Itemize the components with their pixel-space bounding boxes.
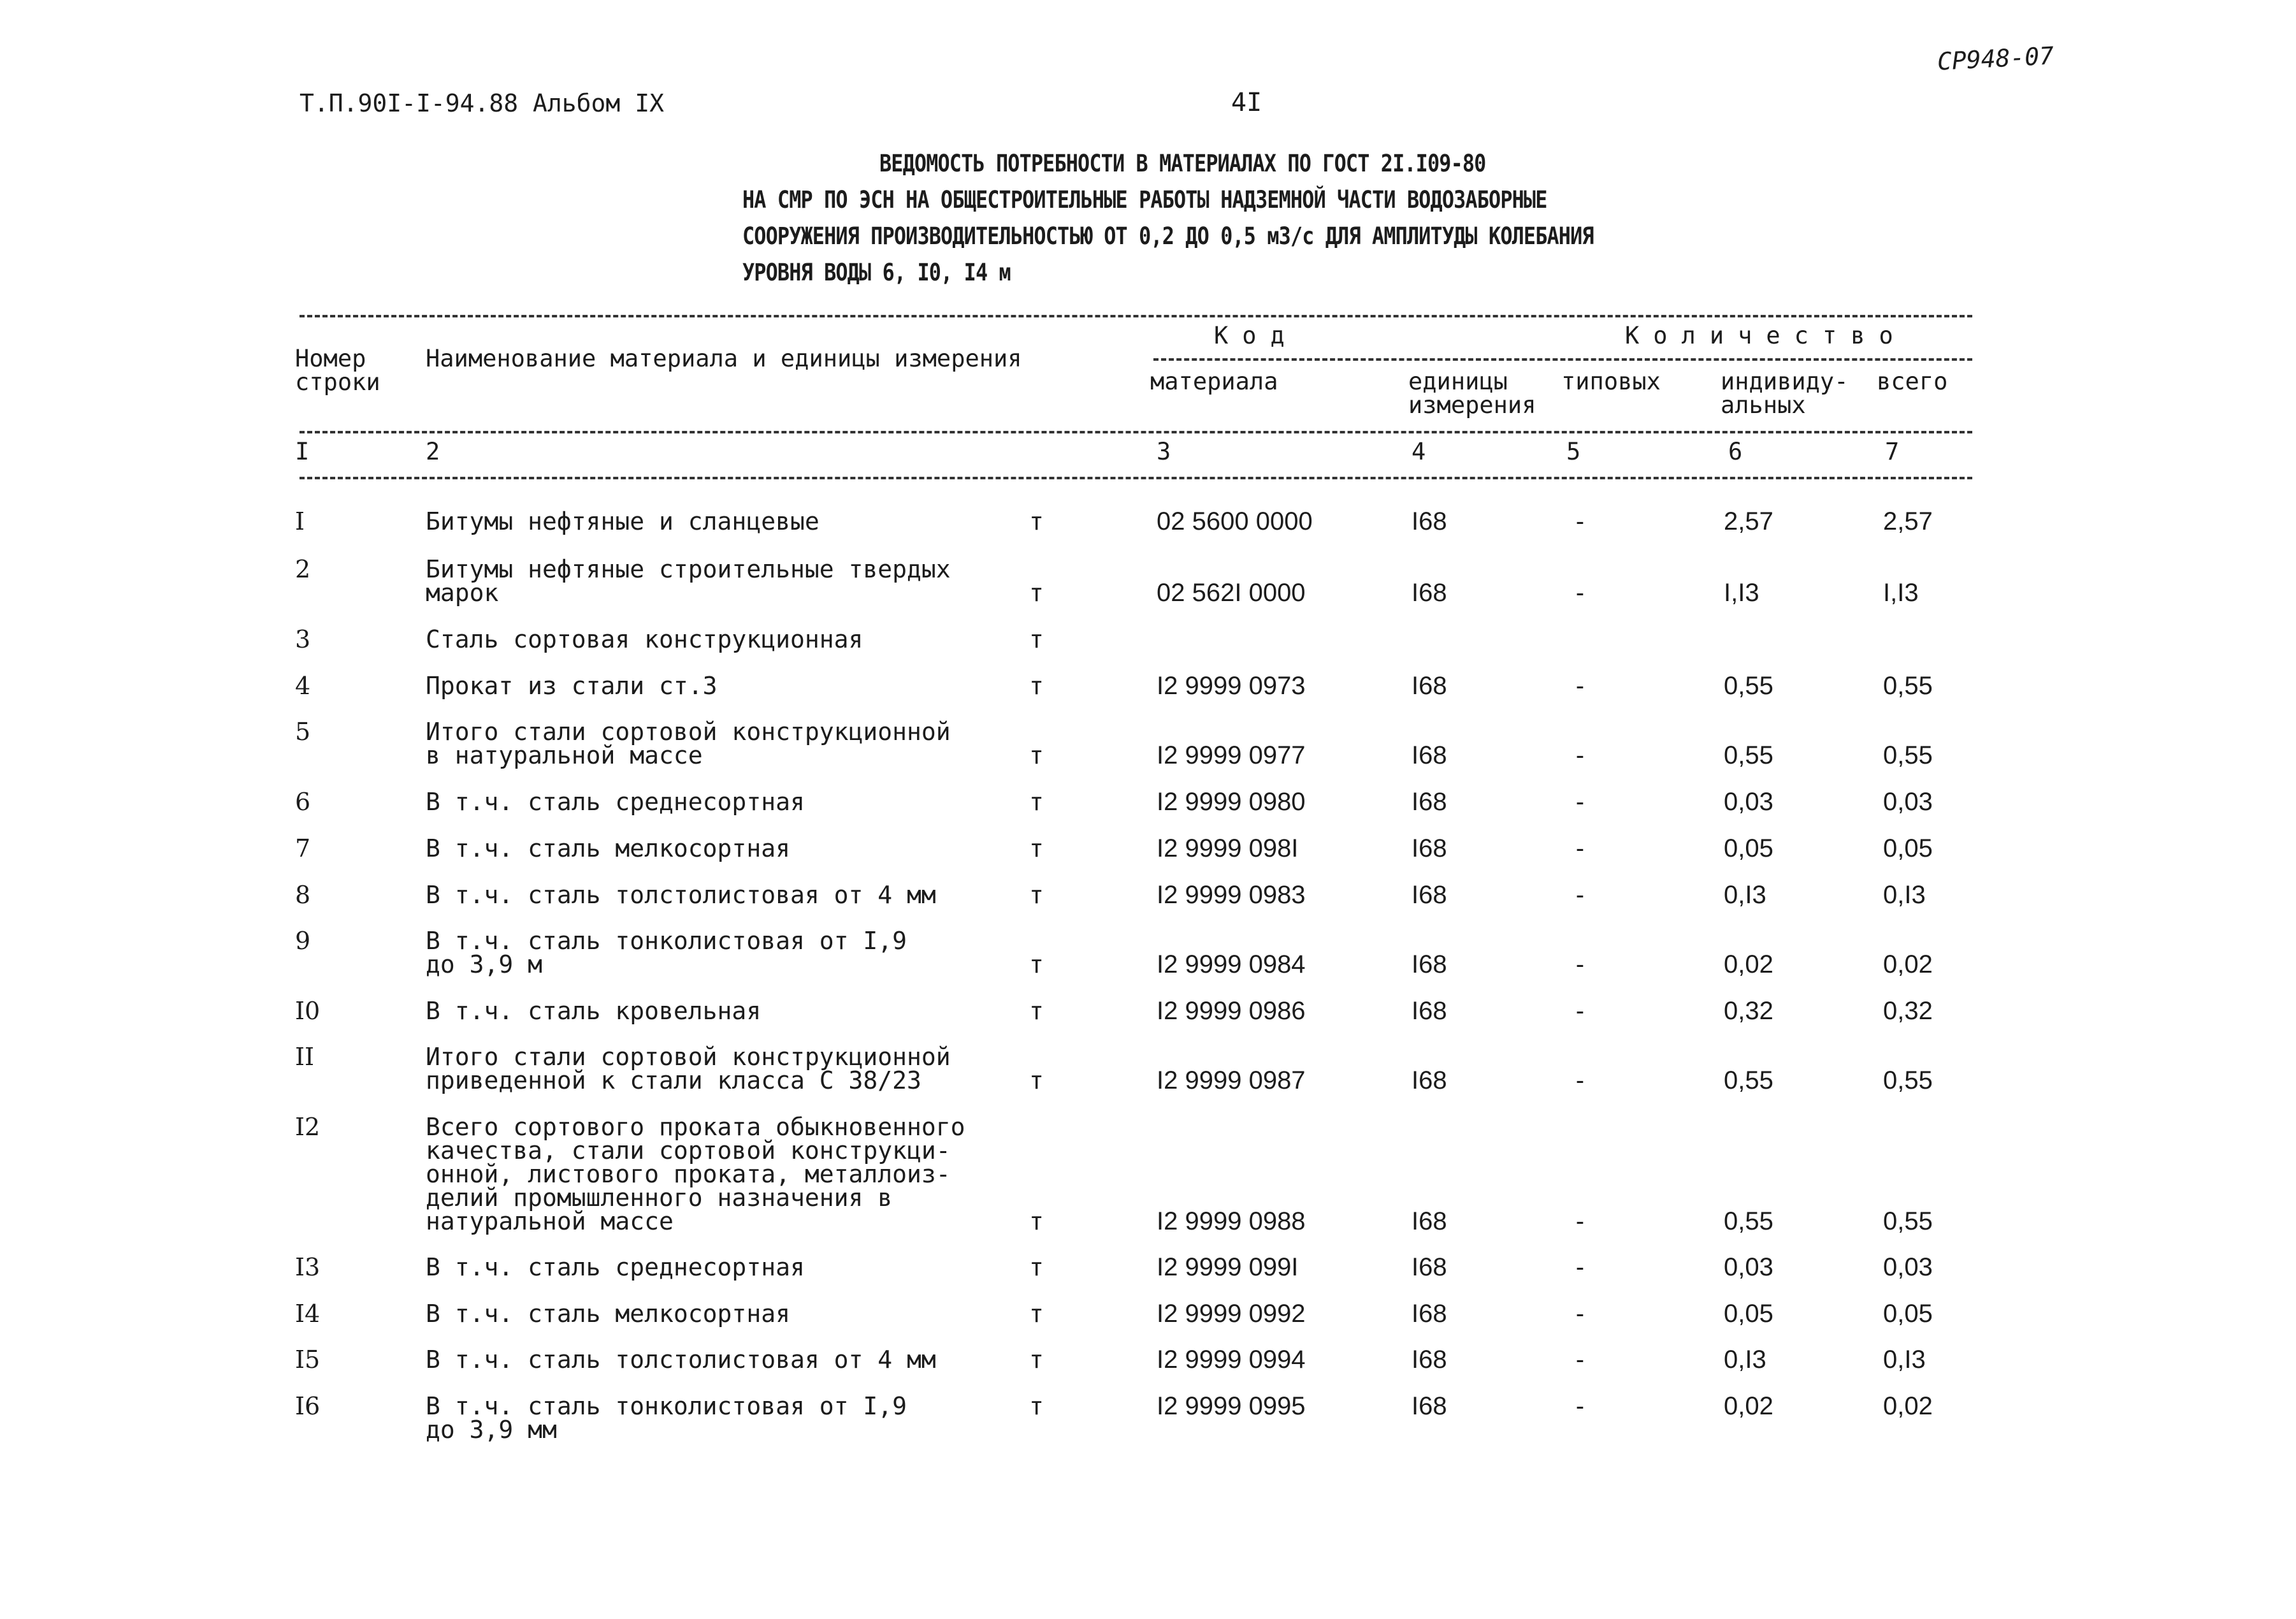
unit: т bbox=[1029, 1300, 1044, 1328]
row-number: 5 bbox=[295, 718, 311, 746]
qty-individual: 2,57 bbox=[1724, 507, 1773, 535]
unit: т bbox=[1029, 1207, 1044, 1235]
qty-individual: 0,03 bbox=[1724, 788, 1773, 816]
row-number: 4 bbox=[295, 672, 311, 700]
qty-individual: 0,55 bbox=[1724, 1066, 1773, 1094]
column-number: 4 bbox=[1412, 438, 1426, 465]
qty-individual: 0,02 bbox=[1724, 1392, 1773, 1420]
qty-typical: - bbox=[1573, 1207, 1587, 1235]
qty-total: 0,I3 bbox=[1883, 1346, 1926, 1374]
qty-typical: - bbox=[1573, 1392, 1587, 1420]
material-code: 02 562I 0000 bbox=[1157, 579, 1306, 607]
material-code: I2 9999 0988 bbox=[1157, 1207, 1306, 1235]
unit: т bbox=[1029, 1066, 1044, 1094]
material-code: I2 9999 098I bbox=[1157, 834, 1299, 862]
header-bottom-rule bbox=[300, 477, 1972, 479]
material-name: В т.ч. сталь толстолистовая от 4 мм bbox=[426, 881, 936, 909]
qty-total: 2,57 bbox=[1883, 507, 1933, 535]
material-code: I2 9999 0973 bbox=[1157, 672, 1306, 700]
column-number: 5 bbox=[1566, 438, 1581, 465]
row-number: 6 bbox=[295, 788, 311, 816]
qty-typical: - bbox=[1573, 1346, 1587, 1374]
header-code-material: материала bbox=[1150, 368, 1278, 395]
material-name: Сталь сортовая конструкционная bbox=[426, 625, 863, 653]
column-number: 7 bbox=[1885, 438, 1900, 465]
qty-typical: - bbox=[1573, 997, 1587, 1025]
qty-typical: - bbox=[1573, 579, 1587, 607]
material-code: I2 9999 0986 bbox=[1157, 997, 1306, 1025]
material-name: Прокат из стали ст.3 bbox=[426, 672, 718, 700]
material-name: Итого стали сортовой конструкционной приведенной к стали класса С 38/23 bbox=[426, 1043, 951, 1094]
unit: т bbox=[1029, 625, 1044, 653]
unit: т bbox=[1029, 507, 1044, 535]
material-code: 02 5600 0000 bbox=[1157, 507, 1313, 535]
column-number: 2 bbox=[426, 438, 440, 465]
material-code: I2 9999 0994 bbox=[1157, 1346, 1306, 1374]
material-code: I2 9999 0980 bbox=[1157, 788, 1306, 816]
qty-individual: 0,05 bbox=[1724, 1300, 1773, 1328]
unit-code: I68 bbox=[1412, 1346, 1447, 1374]
qty-individual: 0,I3 bbox=[1724, 881, 1766, 909]
row-number: 7 bbox=[295, 834, 311, 862]
header-material-name: Наименование материала и единицы измерения bbox=[426, 345, 1022, 372]
qty-typical: - bbox=[1573, 881, 1587, 909]
material-code: I2 9999 099I bbox=[1157, 1253, 1299, 1281]
header-group-rule bbox=[1153, 358, 1972, 361]
unit: т bbox=[1029, 1346, 1044, 1374]
unit: т bbox=[1029, 950, 1044, 978]
unit: т bbox=[1029, 997, 1044, 1025]
title-line: СООРУЖЕНИЯ ПРОИЗВОДИТЕЛЬНОСТЬЮ ОТ 0,2 ДО 0,5 м3/с ДЛЯ АМПЛИТУДЫ КОЛЕБАНИЯ bbox=[742, 222, 1594, 250]
qty-individual: I,I3 bbox=[1724, 579, 1759, 607]
qty-total: 0,03 bbox=[1883, 788, 1933, 816]
row-number: 8 bbox=[295, 881, 311, 909]
material-code: I2 9999 0987 bbox=[1157, 1066, 1306, 1094]
qty-typical: - bbox=[1573, 950, 1587, 978]
row-number: I bbox=[295, 507, 305, 535]
qty-total: 0,55 bbox=[1883, 1066, 1933, 1094]
unit-code: I68 bbox=[1412, 1392, 1447, 1420]
unit: т bbox=[1029, 881, 1044, 909]
qty-typical: - bbox=[1573, 788, 1587, 816]
material-name: В т.ч. сталь мелкосортная bbox=[426, 1300, 790, 1328]
material-name: Итого стали сортовой конструкционной в натуральной массе bbox=[426, 718, 951, 769]
header-mid-rule bbox=[300, 431, 1972, 433]
material-name: Битумы нефтяные и сланцевые bbox=[426, 507, 819, 535]
material-name: В т.ч. сталь мелкосортная bbox=[426, 834, 790, 862]
qty-total: 0,55 bbox=[1883, 1207, 1933, 1235]
unit-code: I68 bbox=[1412, 741, 1447, 769]
row-number: 2 bbox=[295, 555, 311, 583]
material-code: I2 9999 0995 bbox=[1157, 1392, 1306, 1420]
row-number: I4 bbox=[295, 1300, 321, 1328]
table-top-rule bbox=[300, 315, 1972, 317]
material-code: I2 9999 0983 bbox=[1157, 881, 1306, 909]
qty-total: 0,55 bbox=[1883, 741, 1933, 769]
qty-total: 0,05 bbox=[1883, 834, 1933, 862]
qty-typical: - bbox=[1573, 1300, 1587, 1328]
header-quantity-group: Количество bbox=[1625, 322, 1907, 349]
material-name: В т.ч. сталь среднесортная bbox=[426, 1253, 805, 1281]
qty-typical: - bbox=[1573, 507, 1587, 535]
material-code: I2 9999 0984 bbox=[1157, 950, 1306, 978]
row-number: II bbox=[295, 1043, 315, 1071]
row-number: 3 bbox=[295, 625, 311, 653]
qty-total: 0,02 bbox=[1883, 950, 1933, 978]
qty-individual: 0,02 bbox=[1724, 950, 1773, 978]
qty-total: 0,02 bbox=[1883, 1392, 1933, 1420]
unit: т bbox=[1029, 1253, 1044, 1281]
header-row-number: Номер строки bbox=[295, 345, 380, 396]
qty-typical: - bbox=[1573, 1253, 1587, 1281]
unit: т bbox=[1029, 579, 1044, 607]
header-code-group: Код bbox=[1214, 322, 1299, 349]
unit-code: I68 bbox=[1412, 1253, 1447, 1281]
unit: т bbox=[1029, 741, 1044, 769]
material-name: В т.ч. сталь кровельная bbox=[426, 997, 762, 1025]
unit-code: I68 bbox=[1412, 834, 1447, 862]
handwritten-stamp: СР948-07 bbox=[1936, 41, 2055, 76]
unit-code: I68 bbox=[1412, 881, 1447, 909]
material-name: В т.ч. сталь толстолистовая от 4 мм bbox=[426, 1346, 936, 1374]
title-line: ВЕДОМОСТЬ ПОТРЕБНОСТИ В МАТЕРИАЛАХ ПО ГОСТ 2I.I09-80 bbox=[879, 150, 1486, 177]
qty-total: I,I3 bbox=[1883, 579, 1919, 607]
qty-total: 0,55 bbox=[1883, 672, 1933, 700]
title-line: НА СМР ПО ЭСН НА ОБЩЕСТРОИТЕЛЬНЫЕ РАБОТЫ НАДЗЕМНОЙ ЧАСТИ ВОДОЗАБОРНЫЕ bbox=[742, 186, 1547, 214]
unit-code: I68 bbox=[1412, 1066, 1447, 1094]
row-number: I2 bbox=[295, 1113, 321, 1141]
unit-code: I68 bbox=[1412, 950, 1447, 978]
row-number: I3 bbox=[295, 1253, 321, 1281]
qty-total: 0,05 bbox=[1883, 1300, 1933, 1328]
row-number: I5 bbox=[295, 1346, 321, 1374]
header-code-unit: единицы измерения bbox=[1408, 368, 1536, 419]
qty-individual: 0,55 bbox=[1724, 672, 1773, 700]
material-name: В т.ч. сталь тонколистовая от I,9 до 3,9 мм bbox=[426, 1392, 907, 1444]
qty-individual: 0,03 bbox=[1724, 1253, 1773, 1281]
material-code: I2 9999 0977 bbox=[1157, 741, 1306, 769]
unit: т bbox=[1029, 1392, 1044, 1420]
title-line: УРОВНЯ ВОДЫ 6, I0, I4 м bbox=[742, 259, 1011, 286]
column-number: 6 bbox=[1728, 438, 1743, 465]
unit: т bbox=[1029, 672, 1044, 700]
qty-individual: 0,I3 bbox=[1724, 1346, 1766, 1374]
row-number: I0 bbox=[295, 997, 321, 1025]
unit-code: I68 bbox=[1412, 1300, 1447, 1328]
header-quantity-typical: типовых bbox=[1561, 368, 1661, 395]
qty-typical: - bbox=[1573, 672, 1587, 700]
qty-typical: - bbox=[1573, 1066, 1587, 1094]
qty-typical: - bbox=[1573, 834, 1587, 862]
column-number: I bbox=[295, 438, 310, 465]
unit: т bbox=[1029, 788, 1044, 816]
qty-total: 0,03 bbox=[1883, 1253, 1933, 1281]
material-name: Всего сортового проката обыкновенного качества, стали сортовой конструкци- онной, листового проката, металлоиз- делий промышленного назначения в натуральной массе bbox=[426, 1113, 965, 1235]
qty-individual: 0,32 bbox=[1724, 997, 1773, 1025]
unit-code: I68 bbox=[1412, 997, 1447, 1025]
qty-typical: - bbox=[1573, 741, 1587, 769]
unit-code: I68 bbox=[1412, 672, 1447, 700]
material-name: В т.ч. сталь тонколистовая от I,9 до 3,9 м bbox=[426, 927, 907, 978]
header-quantity-total: всего bbox=[1877, 368, 1948, 395]
material-name: Битумы нефтяные строительные твердых марок bbox=[426, 555, 951, 607]
unit-code: I68 bbox=[1412, 579, 1447, 607]
column-number: 3 bbox=[1157, 438, 1171, 465]
document-title bbox=[742, 145, 1594, 291]
qty-total: 0,32 bbox=[1883, 997, 1933, 1025]
qty-individual: 0,55 bbox=[1724, 1207, 1773, 1235]
unit: т bbox=[1029, 834, 1044, 862]
page-number: 4I bbox=[1231, 88, 1262, 117]
unit-code: I68 bbox=[1412, 1207, 1447, 1235]
unit-code: I68 bbox=[1412, 507, 1447, 535]
row-number: 9 bbox=[295, 927, 311, 955]
unit-code: I68 bbox=[1412, 788, 1447, 816]
qty-individual: 0,05 bbox=[1724, 834, 1773, 862]
qty-total: 0,I3 bbox=[1883, 881, 1926, 909]
qty-individual: 0,55 bbox=[1724, 741, 1773, 769]
material-name: В т.ч. сталь среднесортная bbox=[426, 788, 805, 816]
material-code: I2 9999 0992 bbox=[1157, 1300, 1306, 1328]
header-quantity-individual: индивиду- альных bbox=[1721, 368, 1849, 419]
document-reference: Т.П.90I-I-94.88 Альбом IX bbox=[300, 89, 664, 117]
row-number: I6 bbox=[295, 1392, 321, 1420]
